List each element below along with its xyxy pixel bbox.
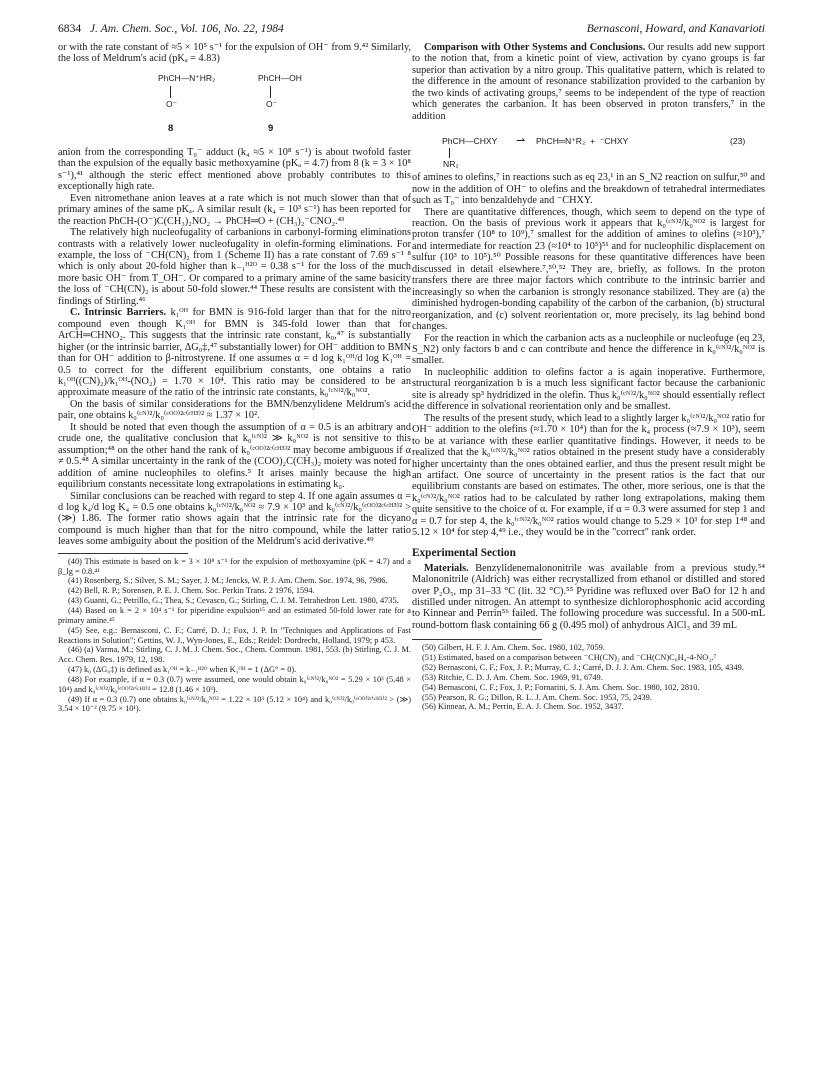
bond-line: [449, 148, 450, 158]
footnote: (52) Bernasconi, C. F.; Fox, J. P.; Murray, C. J.; Carré, D. J. J. Am. Chem. Soc. 1983, 105, 4349.: [422, 663, 744, 673]
footnote: (43) Guanti, G.; Petrillo, G.; Thea, S.; Cevasco, G.; Stirling, C. J. M. Tetrahedron Lett. 1980, 4735.: [68, 596, 399, 606]
footnote: (54) Bernasconi, C. F.; Fox, J. P.; Fornarini, S. J. Am. Chem. Soc. 1980, 102, 2810.: [422, 682, 700, 692]
equation-23: [412, 122, 765, 172]
paragraph: Similar conclusions can be reached with regard to step 4. If one again assumes α = d log k₄/d log K₄ = 0.5 one obtains k₀⁽ᶜᴺ⁾²/k₀ᴺᴼ² ≈ 7.9 × 10³ and k₀⁽ᶜᴺ⁾²/k₀⁽ᶜᴼᴼ⁾²ᶜ⁽ᶜᴴ³⁾² > (≫) 1.86. The former ratio shows again that the intrinsic rate for the dicyano compound is much higher than that for the nitro compound, while the latter ratio leaves some ambiguity about the position of the Meldrum's acid derivative.⁴⁹: [58, 490, 411, 548]
footnotes-left: [58, 557, 411, 715]
footnote: (47) k₀ (ΔG₀‡) is defined as k₁ᴼᴴ = k₋₁ᴴ²ᴼ when K₁ᴼᴴ = 1 (ΔG° = 0).: [68, 665, 297, 675]
run-in-heading: Comparison with Other Systems and Conclusions.: [424, 42, 646, 53]
paragraph-text: k₁ᴼᴴ for BMN is 916-fold larger than that for the nitro compound even though K₁ᴼᴴ for BMN is 345-fold lower than that for ArCH═CHNO₂. This suggests that the intrinsic rate constant, k₀,⁴⁷ is substantially higher (or the intrinsic barrier, ΔG₀‡,⁴⁷ substantially lower) for OH⁻ addition to BMN than for OH⁻ addition to β-nitrostyrene. If one assumes α = d log k₁ᴼᴴ/d log K₁ᴼᴴ = 0.5 to correct for the different equilibrium constants, one obtains a ratio k₁ᴼᴴ((CN)₂)/k₁ᴼᴴ-(NO₂) = 1.70 × 10⁴. This ratio may be considered to be an approximate measure of the ratio of the intrinsic rate constants, k₀⁽ᶜᴺ⁾²/k₀ᴺᴼ².: [58, 307, 411, 399]
bond-line: [170, 86, 171, 98]
right-column: [412, 42, 765, 712]
paragraph-comparison: [412, 42, 765, 122]
structure-9-formula: PhCH—OH: [258, 72, 302, 83]
paragraph: of amines to olefins,⁷ in reactions such as eq 23,¹ in an S_N2 reaction on sulfur,⁵⁰ and now in the addition of OH⁻ to olefins and the breakdown of tetrahedral intermediates such as T₀⁻ into benzaldehyde and ⁻CHXY.: [412, 172, 765, 207]
run-in-heading: C. Intrinsic Barriers.: [70, 307, 167, 319]
header-left: [58, 22, 284, 35]
paragraph: or with the rate constant of ≈5 × 10⁵ s⁻¹ for the expulsion of OH⁻ from 9.⁴² Similarly, the loss of Meldrum's acid (pKₐ = 4.83): [58, 42, 411, 65]
footnote: (50) Gilbert, H. F. J. Am. Chem. Soc. 1980, 102, 7059.: [422, 643, 605, 653]
paragraph: For the reaction in which the carbanion acts as a nucleophile or nucleofuge (eq 23, S_N2) only factors b and c can contribute and hence the difference in k₀⁽ᶜᴺ⁾²/k₀ᴺᴼ² is smaller.: [412, 332, 765, 367]
footnote: (46) (a) Varma, M.; Stirling, C. J. M. J. Chem. Soc., Chem. Commun. 1981, 553. (b) Stirling, C. J. M. Acc. Chem. Res. 1979, 12, 198.: [58, 645, 411, 665]
footnote-rule: [58, 553, 188, 554]
paragraph-materials: [412, 563, 765, 632]
structure-9-label: 9: [268, 122, 274, 134]
section-title: Experimental Section: [412, 546, 516, 559]
paragraph-intrinsic-barriers: [58, 307, 411, 399]
footnote: (51) Estimated, based on a comparison between ⁻CH(CN)₂ and ⁻CH(CN)C₆H₄-4-NO₂.⁷: [422, 653, 717, 663]
equation-arrow: ⇀: [516, 135, 526, 148]
page-number: 6834: [58, 22, 82, 35]
structures-8-9: [58, 65, 411, 147]
footnote: (42) Bell, R. P.; Sorensen, P. E. J. Chem. Soc. Perkin Trans. 2 1976, 1594.: [68, 586, 315, 596]
paragraph-text: Benzylidenemalononitrile was available from a previous study.⁵⁴ Malononitrile (Aldrich) was either recrystallized from ethanol or distilled and stored over P₂O₅, mp 31–33 °C (lit. 32 °C).⁵⁵ Pyridine was refluxed over BaO for 12 h and distilled under nitrogen. An attempt to synthesize dichlorophosphonic acid according to Kinnear and Perrin⁵⁶ failed. The following procedure was successful. In a 500-mL round-bottom flask containing 66 g (0.495 mol) of anhydrous AlCl₃ and 39 mL: [412, 562, 765, 631]
paragraph: On the basis of similar considerations for the BMN/benzylidene Meldrum's acid pair, one obtains k₀⁽ᶜᴺ⁾²/k₀⁽ᶜᴼᴼ⁾²ᶜ⁽ᶜᴴ³⁾² ≈ 1.37 × 10².: [58, 398, 411, 422]
footnote: (49) If α = 0.3 (0.7) one obtains k₀⁽ᶜᴺ⁾²/k₀ᴺᴼ² = 1.22 × 10³ (5.12 × 10⁴) and k₀⁽ᶜᴺ⁾²/k₀⁽ᶜᴼᴼ⁾²ᶜ⁽ᶜᴴ³⁾² > (≫) 3.54 × 10⁻² (9.75 × 10¹).: [58, 694, 411, 714]
footnote: (45) See, e.g.: Bernasconi, C. F.; Carré, D. J.; Fox, J. P. In "Techniques and Applications of Fast Reactions in Solution"; Gettins, W. J., Wyn-Jones, E., Eds.; Reidel: Dordrecht, Holland, 1979; p 453.: [58, 625, 411, 645]
footnote: (53) Ritchie, C. D. J. Am. Chem. Soc. 1969, 91, 6749.: [422, 672, 603, 682]
footnote: (56) Kinnear, A. M.; Perrin, E. A. J. Chem. Soc. 1952, 3437.: [422, 702, 624, 712]
left-column: [58, 42, 411, 714]
equation-left: PhCH—CHXY: [442, 136, 498, 147]
running-header: [58, 22, 765, 36]
paragraph: Even nitromethane anion leaves at a rate which is not much slower than that of primary amines of the same pKₐ. A similar result (k₄ = 10³ s⁻¹) has been reported for the reaction PhCH-(O⁻)C(CH₃)₂NO₂ → PhCH═O + (CH₃)₂⁻CNO₂.⁴³: [58, 192, 411, 227]
equation-substituent: NR₂: [443, 159, 459, 170]
paragraph: There are quantitative differences, though, which seem to depend on the type of reaction. On the basis of previous work it appears that k₀⁽ᶜᴺ⁾²/k₀ᴺᴼ² is largest for proton transfer (10⁸ to 10⁹),⁷ smallest for the addition of amines to olefins (≈10³),⁷ and intermediate for reaction 23 (≈10⁴ to 10⁵)⁵¹ and for nucleophilic displacement on sulfur (10³ to 10⁵).⁵⁰ Possible reasons for these quantitative differences have been discussed in detail elsewhere.⁷,⁵⁰,⁵² They are, briefly, as follows. In the proton transfers there are three major factors which contribute to the intrinsic barrier and increasingly so when the carbanion is strongly resonance stabilized. They are (a) the diminished hydrogen-bonding capability of the carbon of the carbanion, (b) structural reorganization, and (c) solvent reorientation or, more precisely, its lag behind bond changes.: [412, 206, 765, 333]
equation-number: (23): [730, 136, 746, 147]
structure-8-oxide: O⁻: [166, 98, 178, 109]
footnote: (55) Pearson, R. G.; Dillon, R. L. J. Am. Chem. Soc. 1953, 75, 2439.: [422, 692, 652, 702]
structure-8-formula: PhCH—N⁺HR₂: [158, 72, 216, 83]
header-authors: Bernasconi, Howard, and Kanavarioti: [586, 22, 765, 35]
paragraph: The results of the present study, which lead to a slightly larger k₀⁽ᶜᴺ⁾²/k₀ᴺᴼ² ratio for OH⁻ addition to the olefins (≈1.70 × 10⁴) than for the k₄ process (≈7.9 × 10³), seem to be at variance with these earlier quantitative findings. However, it needs to be realized that the k₀⁽ᶜᴺ⁾²/k₀ᴺᴼ² ratios obtained in the present study have a considerably higher uncertainty than the ones obtained earlier, and thus the present result might be an artifact. One source of uncertainty in the present ratios is the fact that our equilibrium constants are based on estimates. The other, more serious, one is that the k₀⁽ᶜᴺ⁾²/k₀ᴺᴼ² ratios had to be calculated by rather long extrapolations, making them quite sensitive to the choice of α. For example, if α = 0.3 were assumed for step 1 and α = 0.7 for step 4, the k₀⁽ᶜᴺ⁾²/k₀ᴺᴼ² ratios would change to 5.29 × 10³ for step 1⁴⁸ and 5.12 × 10⁴ for step 4,⁴⁹ i.e., they would be in the "correct" rank order.: [412, 412, 765, 539]
paragraph: It should be noted that even though the assumption of α = 0.5 is an arbitrary and crude one, the qualitative conclusion that k₀⁽ᶜᴺ⁾² ≫ k₀ᴺᴼ² is not sensitive to this assumption;⁴⁸ on the other hand the rank of k₀⁽ᶜᴼᴼ⁾²ᶜ⁽ᶜᴴ³⁾² may become ambiguous if α ≠ 0.5.⁴⁸ A similar uncertainty in the rank of the (COO)₂C(CH₃)₂ moiety was noted for addition of amine nucleophiles to olefins.⁵ It arises mainly because the high equilibrium constants necessitate long extrapolations in estimating k₀.: [58, 421, 411, 491]
footnote: (41) Rosenberg, S.; Silver, S. M.; Sayer, J. M.; Jencks, W. P. J. Am. Chem. Soc. 1974, 96, 7986.: [68, 576, 388, 586]
paragraph: In nucleophilic addition to olefins factor a is again inoperative. Furthermore, structural reorganization b is a much less significant factor because the carbanionic site is already sp³ hydridized in the olefin. Thus k₀⁽ᶜᴺ⁾²/k₀ᴺᴼ² should essentially reflect the difference in solvational reorientation only and be smallest.: [412, 366, 765, 413]
paragraph-text: Our results add new support to the notion that, from a kinetic point of view, activation by cyano groups is far superior than activation by a nitro group. This qualitative pattern, which is related to the difference in the amount of resonance stabilization provided to the carbanion by the two kinds of activating groups,⁷ seems to be independent of the type of reaction which generates the carbanion. It has been observed in proton transfers,⁷ in the addition: [412, 42, 766, 122]
bond-line: [270, 86, 271, 98]
equation-products: PhCH═N⁺R₂ + ⁻CHXY: [536, 136, 629, 147]
journal-citation: J. Am. Chem. Soc., Vol. 106, No. 22, 1984: [89, 22, 284, 35]
footnote: (40) This estimate is based on k = 3 × 10⁸ s⁻¹ for the expulsion of methoxyamine (pK = 4.7) and a β_lg = 0.8.⁴¹: [58, 556, 411, 576]
run-in-heading: Materials.: [424, 562, 469, 574]
paragraph: The relatively high nucleofugality of carbanions in carbonyl-forming eliminations contrasts with a relatively lower nucleofugality in olefin-forming eliminations. For example, the loss of ⁻CH(CN)₂ from 1 (Scheme II) has a rate constant of 7.69 s⁻¹ ⁸ which is only about 20-fold higher than k₋₁ᴴ²ᴼ = 0.38 s⁻¹ for the loss of the much more basic OH⁻ from T_OH⁻. Or compared to a primary amine of the same basicity the loss of ⁻CH(CN)₂ is about 50-fold slower.⁴⁴ These results are consistent with the findings of Stirling.⁴⁶: [58, 227, 411, 307]
footnote: (44) Based on k = 2 × 10⁴ s⁻¹ for piperidine expulsion¹⁵ and an estimated 50-fold lower rate for a primary amine.⁴⁵: [58, 605, 411, 625]
footnote: (48) For example, if α = 0.3 (0.7) were assumed, one would obtain k₀⁽ᶜᴺ⁾²/k₀ᴺᴼ² = 5.29 × 10³ (5.48 × 10⁴) and k₀⁽ᶜᴺ⁾²/k₀⁽ᶜᴼᴼ⁾²ᶜ⁽ᶜᴴ³⁾² = 12.8 (1.46 × 10³).: [58, 674, 411, 694]
structure-9-oxide: O⁻: [266, 98, 278, 109]
paragraph: anion from the corresponding T₀⁻ adduct (k₄ ≈5 × 10⁸ s⁻¹) is about twofold faster than the expulsion of the equally basic methoxyamine (pKₐ = 4.7) from 8 (k = 3 × 10⁸ s⁻¹),⁴¹ although the steric effect mentioned above probably contributes to this exceptionally high rate.: [58, 146, 411, 193]
footnotes-right: [412, 643, 765, 712]
footnote-rule: [412, 639, 542, 640]
structure-8-label: 8: [168, 122, 174, 134]
